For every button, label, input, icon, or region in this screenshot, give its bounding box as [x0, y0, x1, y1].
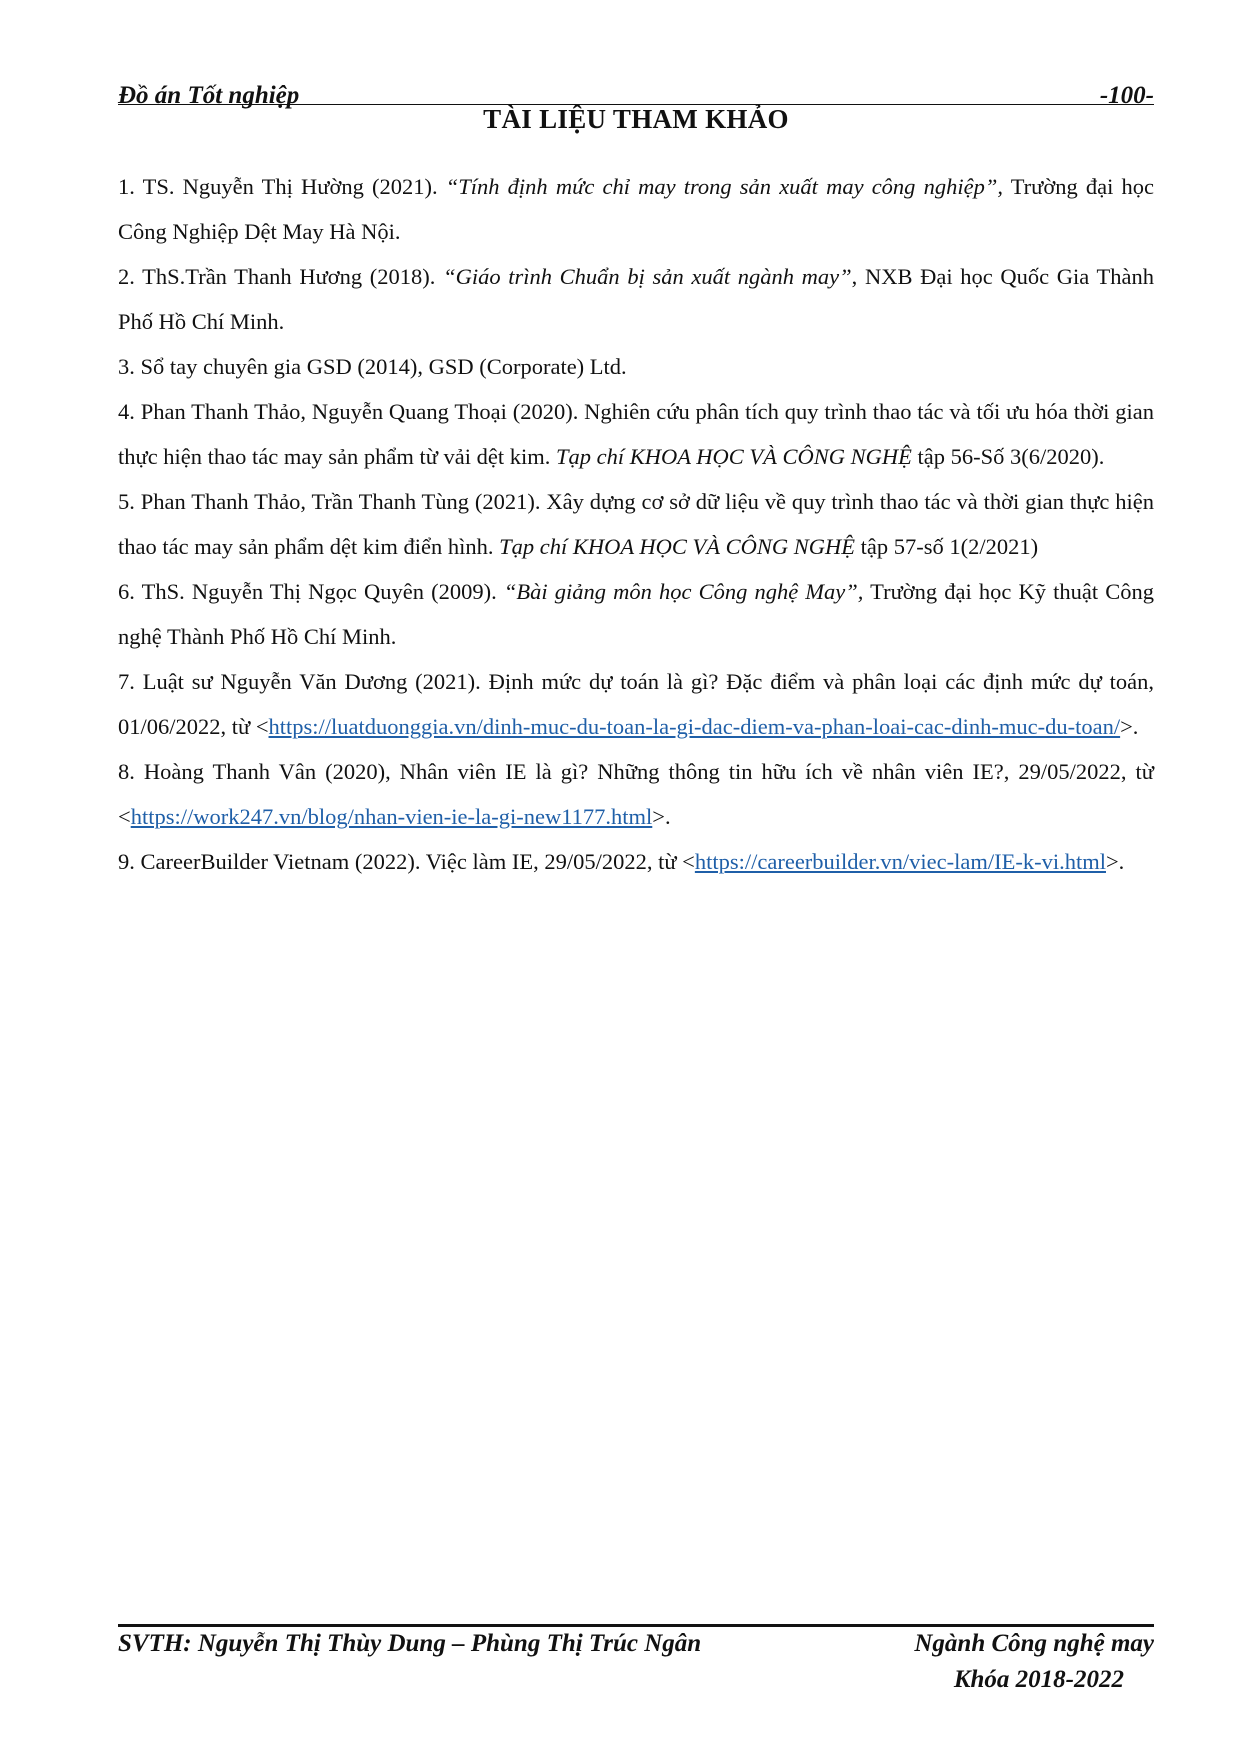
- reference-item-3: 3. Sổ tay chuyên gia GSD (2014), GSD (Corporate) Ltd.: [118, 354, 627, 379]
- reference-link-work247[interactable]: https://work247.vn/blog/nhan-vien-ie-la-gi-new1177.html: [130, 804, 653, 829]
- reference-link-luatduonggia[interactable]: https://luatduonggia.vn/dinh-muc-du-toan-la-gi-dac-diem-va-phan-loai-cac-dinh-muc-du-toan/: [268, 714, 1121, 739]
- reference-item-5: 5. Phan Thanh Thảo, Trần Thanh Tùng (2021). Xây dựng cơ sở dữ liệu về quy trình thao tác và thời gian thực hiện thao tác may sản phẩm dệt kim điển hình. Tạp chí KHOA HỌC VÀ CÔNG NGHỆ tập 57-số 1(2/2021): [118, 489, 1154, 559]
- reference-item-2: 2. ThS.Trần Thanh Hương (2018). “Giáo trình Chuẩn bị sản xuất ngành may”, NXB Đại học Quốc Gia Thành Phố Hồ Chí Minh.: [118, 264, 1154, 334]
- footer-course: Khóa 2018-2022: [953, 1666, 1124, 1693]
- reference-item-1: 1. TS. Nguyễn Thị Hường (2021). “Tính định mức chỉ may trong sản xuất may công nghiệp”, Trường đại học Công Nghiệp Dệt May Hà Nội.: [118, 174, 1155, 244]
- footer-divider: [118, 1624, 1154, 1627]
- header-document-title: Đồ án Tốt nghiệp: [118, 82, 300, 109]
- reference-item-6: 6. ThS. Nguyễn Thị Ngọc Quyên (2009). “Bài giảng môn học Công nghệ May”, Trường đại học Kỹ thuật Công nghệ Thành Phố Hồ Chí Minh.: [118, 579, 1154, 649]
- footer-students: SVTH: Nguyễn Thị Thùy Dung – Phùng Thị Trúc Ngân: [118, 1630, 702, 1657]
- reference-link-careerbuilder[interactable]: https://careerbuilder.vn/viec-lam/IE-k-vi.html: [694, 849, 1106, 874]
- footer-major: Ngành Công nghệ may: [914, 1630, 1154, 1657]
- header-page-number: -100-: [1099, 82, 1154, 109]
- reference-item-9: 9. CareerBuilder Vietnam (2022). Việc làm IE, 29/05/2022, từ <https://careerbuilder.vn/viec-lam/IE-k-vi.html>.: [118, 849, 1125, 874]
- reference-list: [118, 164, 1154, 884]
- reference-item-7: 7. Luật sư Nguyễn Văn Dương (2021). Định mức dự toán là gì? Đặc điểm và phân loại các định mức dự toán, 01/06/2022, từ <https://luatduonggia.vn/dinh-muc-du-toan-la-gi-dac-diem-va-phan-loai-cac-dinh-muc-du-toan/>.: [118, 669, 1154, 739]
- section-title: TÀI LIỆU THAM KHẢO: [483, 104, 789, 134]
- reference-item-4: 4. Phan Thanh Thảo, Nguyễn Quang Thoại (2020). Nghiên cứu phân tích quy trình thao tác và tối ưu hóa thời gian thực hiện thao tác may sản phẩm từ vải dệt kim. Tạp chí KHOA HỌC VÀ CÔNG NGHỆ tập 56-Số 3(6/2020).: [118, 399, 1154, 469]
- reference-item-8: 8. Hoàng Thanh Vân (2020), Nhân viên IE là gì? Những thông tin hữu ích về nhân viên IE?, 29/05/2022, từ <https://work247.vn/blog/nhan-vien-ie-la-gi-new1177.html>.: [118, 759, 1154, 829]
